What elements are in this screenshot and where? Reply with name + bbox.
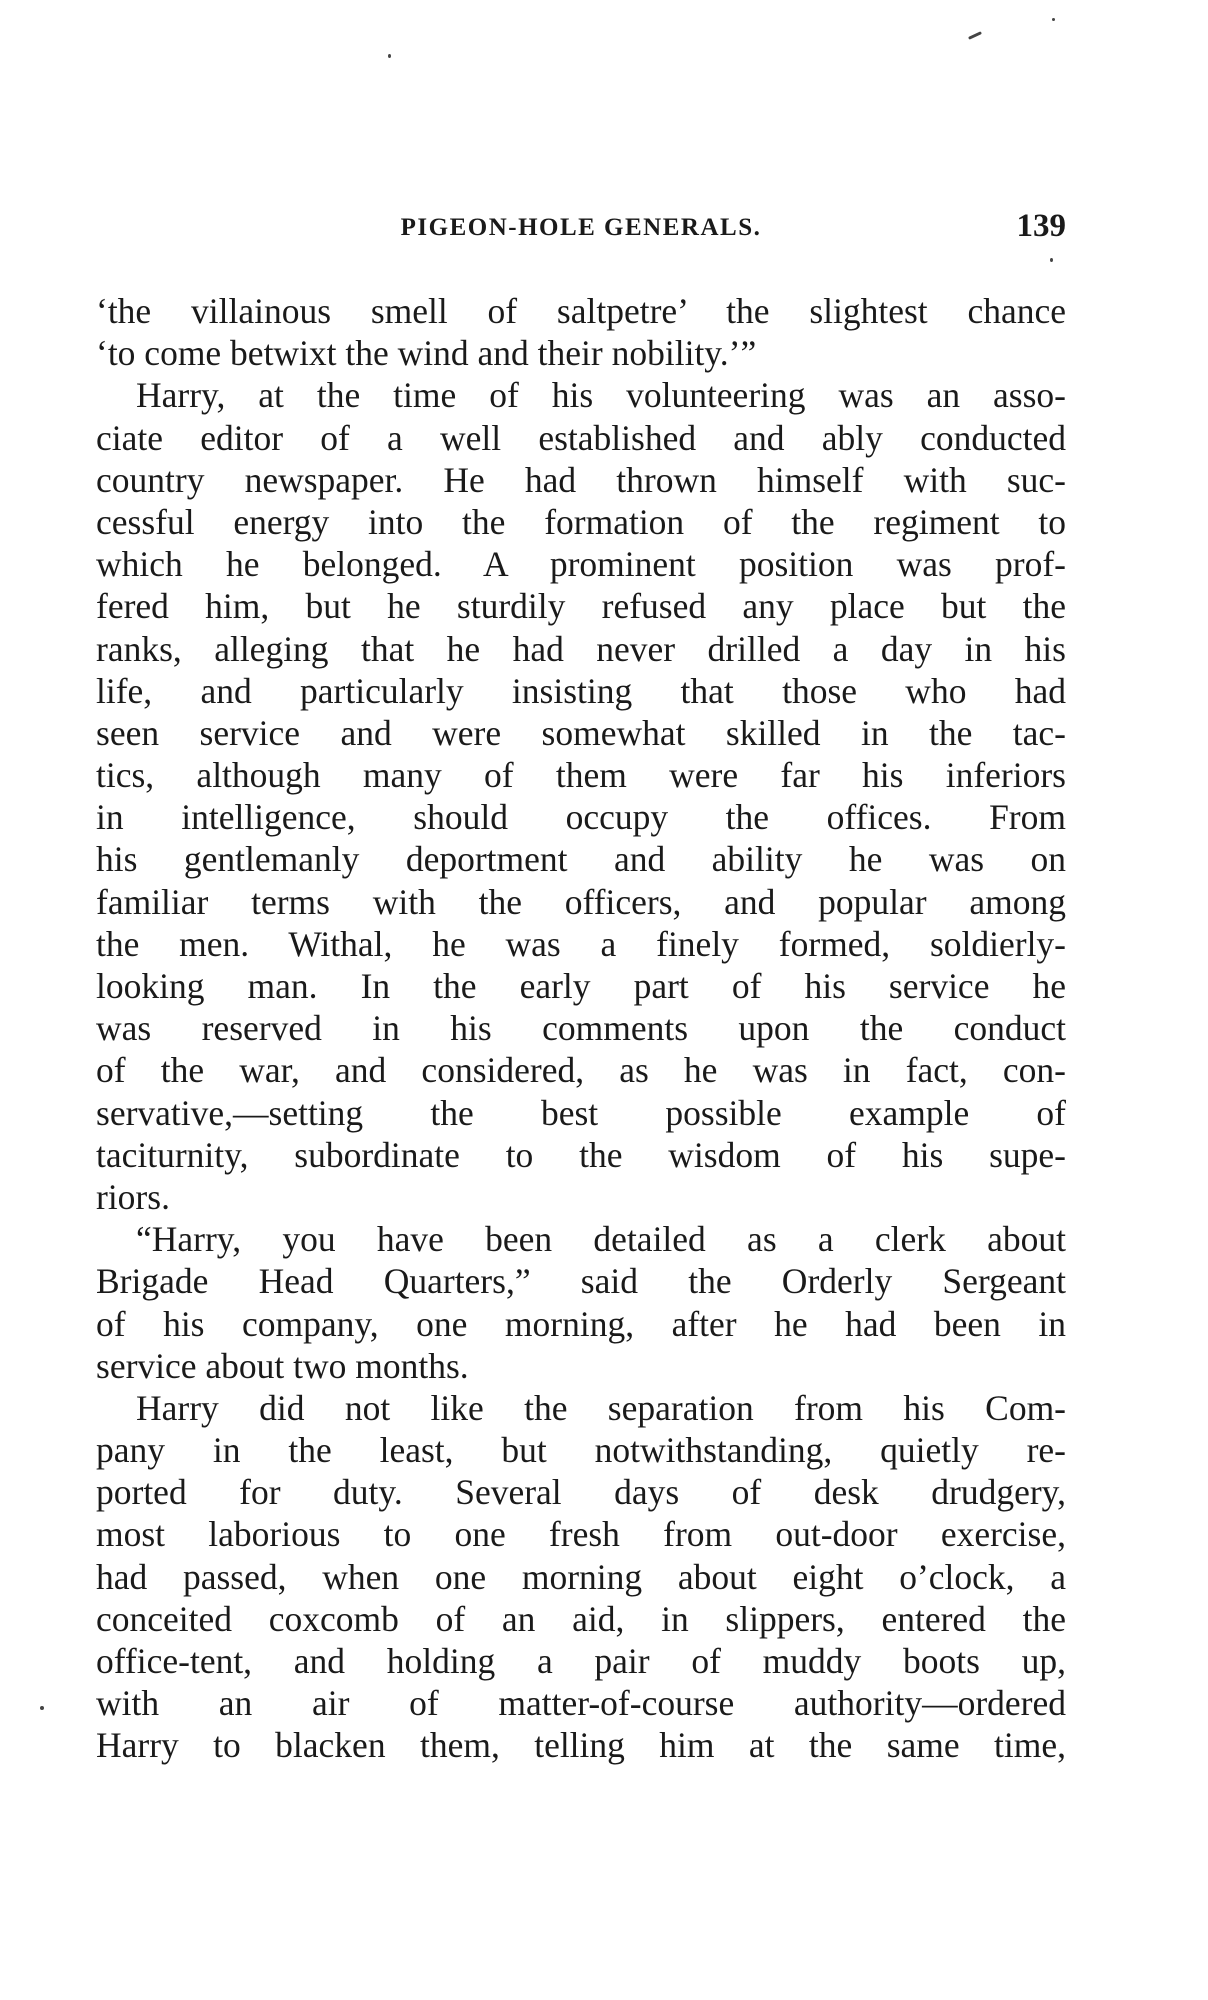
body-text: [96, 290, 1066, 1767]
text-line: was reserved in his comments upon the conduct: [96, 1008, 1066, 1049]
paragraph: [96, 374, 1066, 1218]
scan-speck: [968, 31, 982, 40]
text-line: seen service and were somewhat skilled in the tac-: [96, 712, 1066, 753]
text-line: ranks, alleging that he had never drilled a day in his: [96, 628, 1066, 669]
text-line: taciturnity, subordinate to the wisdom of his supe-: [96, 1134, 1066, 1175]
scan-speck: [1050, 258, 1053, 262]
text-line: most laborious to one fresh from out-door exercise,: [96, 1514, 1066, 1555]
text-line: pany in the least, but notwithstanding, quietly re-: [96, 1430, 1066, 1471]
text-line: tics, although many of them were far his inferiors: [96, 755, 1066, 796]
text-line: country newspaper. He had thrown himself with suc-: [96, 459, 1066, 500]
paragraph: [96, 1387, 1066, 1767]
text-line: ported for duty. Several days of desk drudgery,: [96, 1472, 1066, 1513]
scan-speck: [1052, 18, 1055, 21]
paragraph: [96, 290, 1066, 374]
text-line: familiar terms with the officers, and popular among: [96, 881, 1066, 922]
text-line: riors.: [96, 1176, 170, 1217]
text-line: servative,—setting the best possible example of: [96, 1092, 1066, 1133]
text-line: ‘the villainous smell of saltpetre’ the slightest chance: [96, 291, 1066, 331]
text-line: office-tent, and holding a pair of muddy boots up,: [96, 1641, 1066, 1681]
text-line: looking man. In the early part of his service he: [96, 966, 1066, 1006]
text-line: conceited coxcomb of an aid, in slippers, entered the: [96, 1598, 1066, 1639]
text-line: Brigade Head Quarters,” said the Orderly Sergeant: [96, 1261, 1066, 1302]
text-line: of the war, and considered, as he was in fact, con-: [96, 1050, 1066, 1091]
running-head: [96, 208, 1066, 248]
text-line: life, and particularly insisting that those who had: [96, 670, 1066, 711]
page-number: 139: [1016, 208, 1066, 244]
text-line: Harry, at the time of his volunteering was an asso-: [136, 375, 1066, 416]
text-line: Harry to blacken them, telling him at the same time,: [96, 1725, 1066, 1766]
text-line: “Harry, you have been detailed as a clerk about: [136, 1219, 1066, 1260]
scan-speck: [388, 54, 391, 58]
paragraph: [96, 1218, 1066, 1387]
text-line: which he belonged. A prominent position was prof-: [96, 544, 1066, 585]
text-line: in intelligence, should occupy the offices. From: [96, 797, 1066, 838]
running-title: PIGEON-HOLE GENERALS.: [400, 214, 762, 241]
text-line: had passed, when one morning about eight o’clock, a: [96, 1556, 1066, 1597]
text-line: the men. Withal, he was a finely formed, soldierly-: [96, 923, 1066, 964]
text-line: his gentlemanly deportment and ability he was on: [96, 839, 1066, 880]
text-line: cessful energy into the formation of the regiment to: [96, 501, 1066, 542]
text-line: fered him, but he sturdily refused any place but the: [96, 586, 1066, 627]
scan-speck: [40, 1706, 44, 1710]
text-line: of his company, one morning, after he had been in: [96, 1303, 1066, 1344]
text-line: service about two months.: [96, 1345, 469, 1386]
text-line: ciate editor of a well established and ably conducted: [96, 417, 1066, 458]
text-line: ‘to come betwixt the wind and their nobility.’”: [96, 333, 757, 374]
text-line: Harry did not like the separation from his Com-: [136, 1387, 1066, 1428]
text-line: with an air of matter-of-course authority—ordered: [96, 1683, 1066, 1724]
